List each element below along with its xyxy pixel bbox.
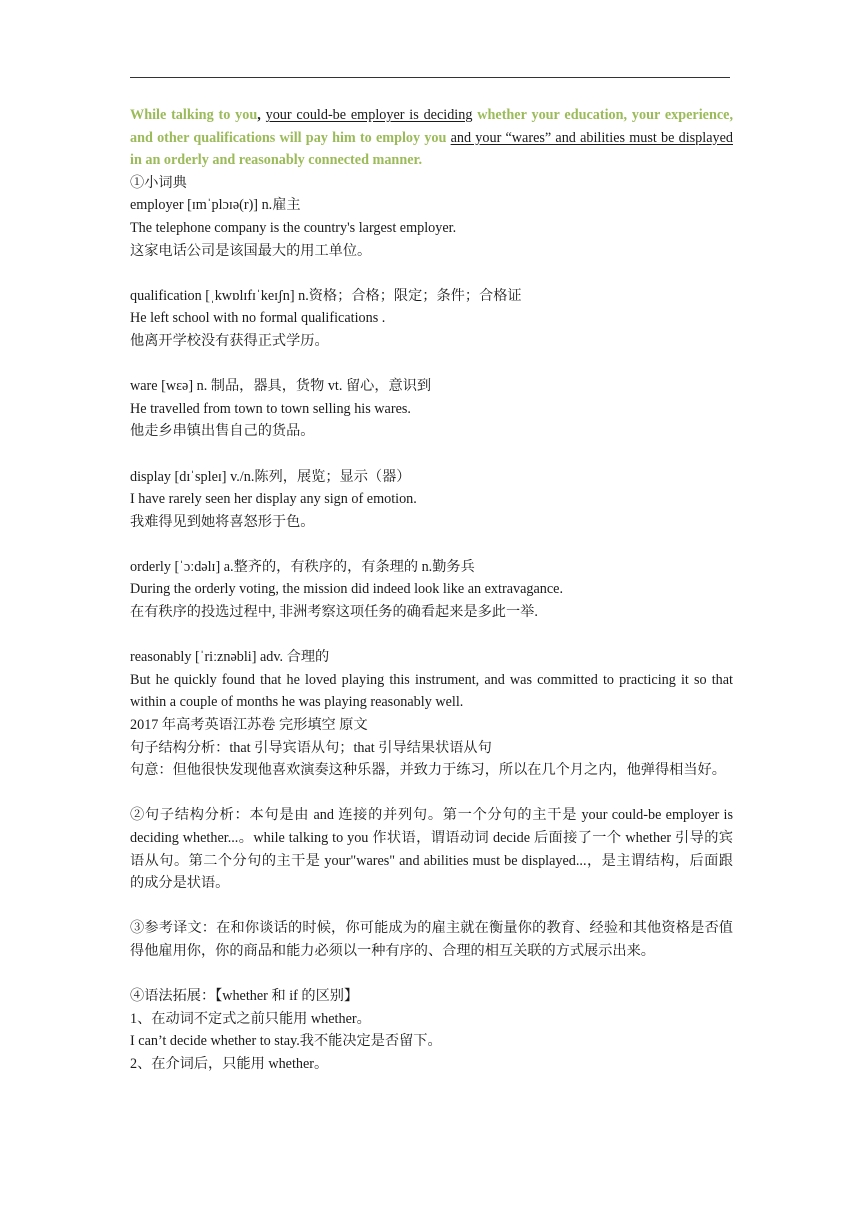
lead-segment-object-clause: whether your education, your experience, and other qualifications will pay him to employ you xyxy=(130,107,734,146)
vocab-example-en: But he quickly found that he loved playing this instrument, and was committed to practicing it so that within a couple of months he was playing reasonably well. xyxy=(130,671,733,711)
vocab-example-zh: 在有秩序的投选过程中, 非洲考察这项任务的确看起来是多此一举. xyxy=(130,604,538,621)
spacer xyxy=(130,262,733,285)
vocab-example-zh: 他走乡串镇出售自己的货品。 xyxy=(130,423,315,440)
vocab-example-en: During the orderly voting, the mission did indeed look like an extravagance. xyxy=(130,581,564,598)
grammar-rule: 1、在动词不定式之前只能用 whether。 xyxy=(130,1010,371,1027)
vocab-word: reasonably [ˈriːznəbli] adv. 合理的 xyxy=(130,649,330,666)
vocab-example-en: The telephone company is the country's largest employer. xyxy=(130,219,457,236)
vocab-word: employer [ɪmˈplɔɪə(r)] n.雇主 xyxy=(130,197,301,214)
vocab-word: display [dɪˈspleɪ] v./n.陈列，展览；显示（器） xyxy=(130,468,411,485)
lead-segment-main-clause: your could-be employer is deciding xyxy=(265,107,473,123)
vocab-example-zh: 我难得见到她将喜怒形于色。 xyxy=(130,513,315,530)
example-structure: 句子结构分析：that 引导宾语从句；that 引导结果状语从句 xyxy=(130,739,492,756)
structure-analysis: ②句子结构分析：本句是由 and 连接的并列句。第一个分句的主干是 your could-be employer is deciding whether...。while talking to you 作状语，谓语动词 decide 后面接了一个 whether 引导的宾语从句。第二个分句的主干是 your"wares" and abilities must be displayed...，是主谓结构，后面跟的成分是状语。 xyxy=(130,807,733,892)
example-source: 2017 年高考英语江苏卷 完形填空 原文 xyxy=(130,717,368,734)
spacer xyxy=(130,624,733,647)
spacer xyxy=(130,533,733,556)
grammar-rule: 2、在介词后，只能用 whether。 xyxy=(130,1055,329,1072)
lead-sentence xyxy=(130,104,733,172)
vocab-word: orderly [ˈɔːdəlɪ] a.整齐的，有秩序的，有条理的 n.勤务兵 xyxy=(130,558,475,575)
vocab-example-zh: 他离开学校没有获得正式学历。 xyxy=(130,332,329,349)
vocab-example-en: He left school with no formal qualifications . xyxy=(130,310,386,327)
lead-segment-manner: in an orderly and reasonably connected manner. xyxy=(130,152,423,169)
header-rule xyxy=(130,77,730,78)
spacer xyxy=(130,353,733,376)
grammar-example: I can’t decide whether to stay.我不能决定是否留下。 xyxy=(130,1033,442,1050)
vocab-word: ware [wɛə] n. 制品，器具，货物 vt. 留心，意识到 xyxy=(130,378,432,395)
spacer xyxy=(130,443,733,466)
document-body xyxy=(130,104,733,1076)
vocab-example-en: He travelled from town to town selling his wares. xyxy=(130,400,411,417)
vocab-example-zh: 这家电话公司是该国最大的用工单位。 xyxy=(130,242,372,259)
spacer xyxy=(130,963,733,986)
grammar-heading: ④语法拓展：【whether 和 if 的区别】 xyxy=(130,988,359,1005)
vocab-heading: ①小词典 xyxy=(130,174,187,191)
vocab-word: qualification [ˌkwɒlɪfɪˈkeɪʃn] n.资格；合格；限定；条件；合格证 xyxy=(130,287,522,304)
vocab-example-en: I have rarely seen her display any sign of emotion. xyxy=(130,491,417,508)
spacer xyxy=(130,782,733,805)
spacer xyxy=(130,895,733,918)
example-meaning: 句意：但他很快发现他喜欢演奏这种乐器，并致力于练习，所以在几个月之内，他弹得相当好。 xyxy=(130,762,726,779)
lead-segment-comma: , xyxy=(257,107,266,123)
lead-segment-adverbial: While talking to you xyxy=(130,107,258,123)
reference-translation: ③参考译文：在和你谈话的时候，你可能成为的雇主就在衡量你的教育、经验和其他资格是否值得他雇用你，你的商品和能力必须以一种有序的、合理的相互关联的方式展示出来。 xyxy=(130,920,733,959)
lead-segment-second-clause: and your “wares” and abilities must be displayed xyxy=(450,129,733,146)
